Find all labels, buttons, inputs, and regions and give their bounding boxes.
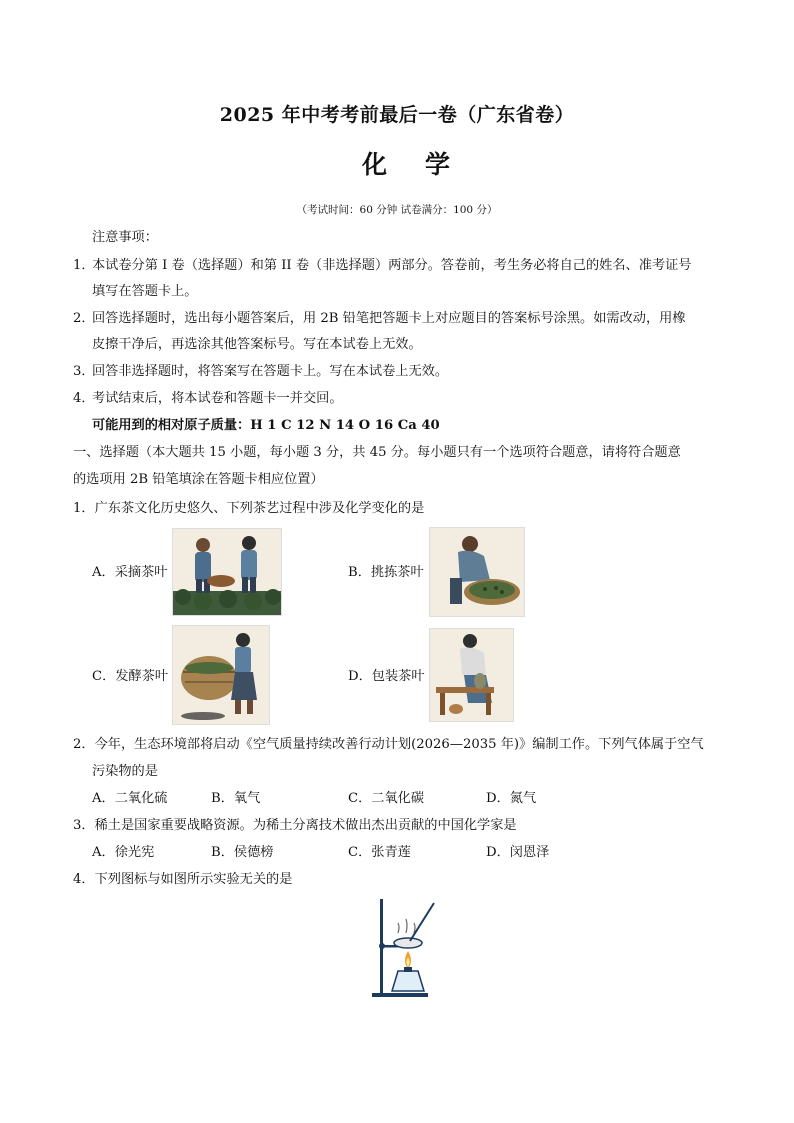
exam-info: （考试时间：60 分钟 试卷满分：100 分）	[296, 204, 498, 216]
notes-heading: 注意事项：	[92, 230, 158, 245]
note-1-line2: 填写在答题卡上。	[92, 284, 198, 299]
question-4-stem: 4．下列图标与如图所示实验无关的是	[73, 872, 293, 887]
q1-option-c-label: C．发酵茶叶	[92, 669, 169, 684]
q2-option-a: A．二氧化硫	[92, 791, 168, 806]
tea-fermenting-illustration	[172, 625, 270, 725]
tea-sorting-illustration	[429, 527, 525, 617]
subject-title: 化学	[362, 150, 489, 179]
question-2-stem-line1: 2．今年，生态环境部将启动《空气质量持续改善行动计划(2026—2035 年)》编制工作。下列气体属于空气	[73, 737, 704, 752]
q1-option-d-label: D．包装茶叶	[348, 669, 425, 684]
note-2-line2: 皮擦干净后，再选涂其他答案标号。写在本试卷上无效。	[92, 337, 422, 352]
section-1-heading-line2: 的选项用 2B 铅笔填涂在答题卡相应位置）	[73, 472, 324, 487]
note-3-number: 3．	[73, 364, 95, 379]
evaporation-apparatus-illustration	[368, 895, 440, 999]
q1-option-b-label: B．挑拣茶叶	[348, 565, 424, 580]
q1-option-a-label: A．采摘茶叶	[92, 565, 168, 580]
note-1-line1: 本试卷分第 I 卷（选择题）和第 II 卷（非选择题）两部分。答卷前，考生务必将自己的姓名、准考证号	[92, 258, 692, 273]
note-1-number: 1．	[73, 258, 95, 273]
q2-option-d: D．氮气	[486, 791, 537, 806]
question-2-stem-line2: 污染物的是	[92, 764, 158, 779]
q3-option-b: B．侯德榜	[211, 845, 274, 860]
note-2-line1: 回答选择题时，选出每小题答案后，用 2B 铅笔把答题卡上对应题目的答案标号涂黑。如需改动，用橡	[92, 311, 686, 326]
note-2-number: 2．	[73, 311, 95, 326]
question-1-stem: 1．广东茶文化历史悠久、下列茶艺过程中涉及化学变化的是	[73, 501, 425, 516]
note-4-line1: 考试结束后，将本试卷和答题卡一并交回。	[92, 391, 343, 406]
q3-option-c: C．张青莲	[348, 845, 411, 860]
q2-option-b: B．氧气	[211, 791, 261, 806]
q3-option-a: A．徐光宪	[92, 845, 155, 860]
tea-packing-illustration	[429, 628, 514, 722]
q2-option-c: C．二氧化碳	[348, 791, 425, 806]
q3-option-d: D．闵恩泽	[486, 845, 550, 860]
note-3-line1: 回答非选择题时，将答案写在答题卡上。写在本试卷上无效。	[92, 364, 449, 379]
exam-title: 2025 年中考考前最后一卷（广东省卷）	[219, 104, 575, 126]
tea-picking-illustration	[172, 528, 282, 616]
section-1-heading-line1: 一、选择题（本大题共 15 小题，每小题 3 分，共 45 分。每小题只有一个选项符合题意，请将符合题意	[73, 445, 681, 460]
question-3-stem: 3．稀土是国家重要战略资源。为稀土分离技术做出杰出贡献的中国化学家是	[73, 818, 517, 833]
atomic-masses: 可能用到的相对原子质量：H 1 C 12 N 14 O 16 Ca 40	[92, 418, 440, 433]
note-4-number: 4．	[73, 391, 95, 406]
